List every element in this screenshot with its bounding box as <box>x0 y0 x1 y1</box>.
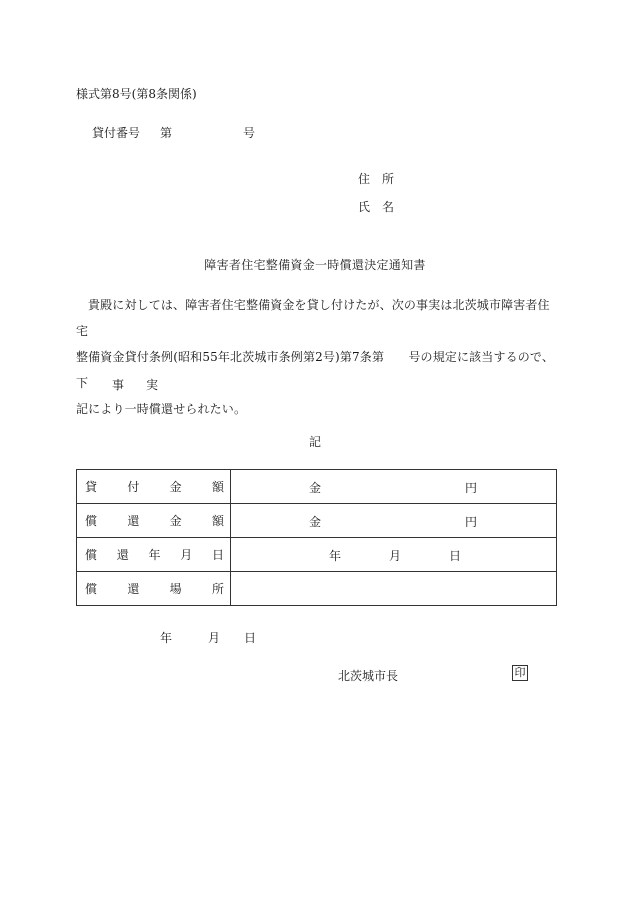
loan-number-label: 貸付番号 <box>92 126 141 140</box>
label-char: 所 <box>211 582 224 596</box>
body-line: 整備資金貸付条例(昭和55年北茨城市条例第2号)第7条第 号の規定に該当するので、下 <box>76 350 554 390</box>
label-char: 還 <box>127 582 140 596</box>
repay-amount-value-cell <box>231 504 557 538</box>
label-char: 月 <box>180 548 193 562</box>
name-label: 氏名 <box>358 200 407 214</box>
yen-label: 円 <box>465 515 478 529</box>
label-char: 還 <box>127 514 140 528</box>
month-label: 月 <box>389 549 402 563</box>
document-title: 障害者住宅整備資金一時償還決定通知書 <box>204 258 426 272</box>
issue-date <box>160 629 256 646</box>
repay-place-value-cell <box>231 572 557 606</box>
label-char: 額 <box>211 480 224 494</box>
label-char: 付 <box>127 480 140 494</box>
address-label: 住所 <box>358 172 407 186</box>
label-char: 償 <box>85 548 98 562</box>
repay-amount-label-cell <box>77 504 231 538</box>
table-row <box>77 470 557 504</box>
loan-amount-label <box>77 478 230 495</box>
repay-amount-label <box>77 512 230 529</box>
date-day: 日 <box>244 631 257 645</box>
body-line: 記により一時償還せられたい。 <box>76 402 247 416</box>
label-char: 年 <box>148 548 161 562</box>
label-char: 場 <box>169 582 182 596</box>
label-char: 貸 <box>85 480 98 494</box>
label-char: 還 <box>116 548 129 562</box>
repay-date-label-cell <box>77 538 231 572</box>
repayment-detail-table <box>76 469 557 606</box>
year-label: 年 <box>329 549 342 563</box>
loan-number-suffix: 号 <box>243 126 256 140</box>
loan-amount-value-cell <box>231 470 557 504</box>
facts-label: 事実 <box>112 378 181 392</box>
loan-amount-label-cell <box>77 470 231 504</box>
label-char: 金 <box>169 480 182 494</box>
date-month: 月 <box>208 631 221 645</box>
issuer-name: 北茨城市長 <box>338 669 399 683</box>
label-char: 額 <box>211 514 224 528</box>
day-label: 日 <box>449 549 462 563</box>
body-line: 貴殿に対しては、障害者住宅整備資金を貸し付けたが、次の事実は北茨城市障害者住宅 <box>76 298 550 338</box>
table-row <box>77 504 557 538</box>
yen-label: 円 <box>465 481 478 495</box>
notice-body <box>76 292 554 422</box>
label-char: 償 <box>85 582 98 596</box>
table-row <box>77 538 557 572</box>
label-char: 日 <box>211 548 224 562</box>
label-char: 償 <box>85 514 98 528</box>
kin-label: 金 <box>309 481 322 495</box>
repay-place-label-cell <box>77 572 231 606</box>
table-row <box>77 572 557 606</box>
repay-place-label <box>77 580 230 597</box>
label-char: 金 <box>169 514 182 528</box>
repay-date-value-cell <box>231 538 557 572</box>
date-year: 年 <box>160 631 173 645</box>
form-number: 様式第8号(第8条関係) <box>76 87 197 101</box>
repay-date-label <box>77 546 230 563</box>
loan-number-prefix: 第 <box>160 126 173 140</box>
ki-label: 記 <box>308 435 321 449</box>
seal-mark: 印 <box>512 665 528 681</box>
kin-label: 金 <box>309 515 322 529</box>
